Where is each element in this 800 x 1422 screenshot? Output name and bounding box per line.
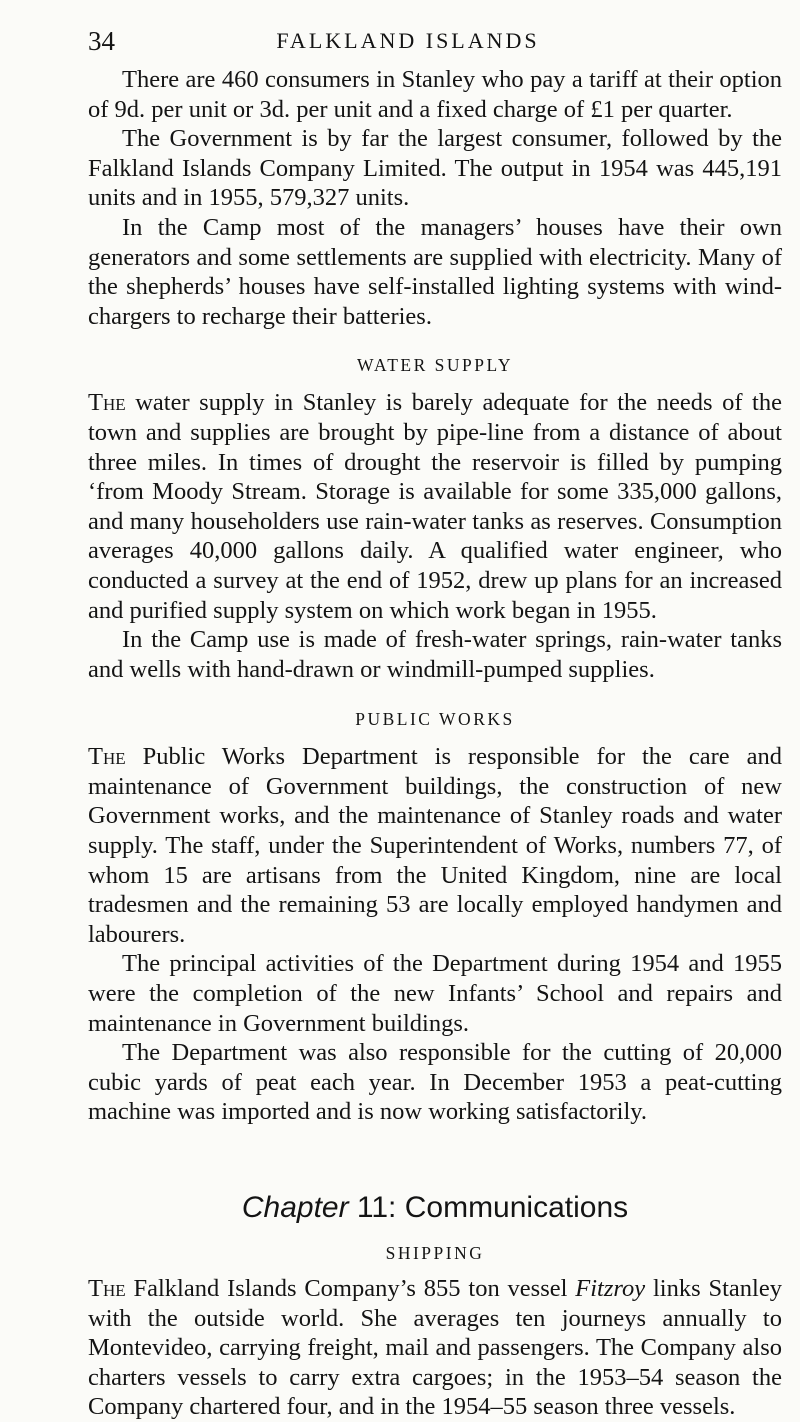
- electricity-paragraph-1: There are 460 consumers in Stanley who pay a tariff at their option of 9d. per unit or 3d. per unit and a fixed charge of £1 per quarter.: [88, 66, 782, 123]
- running-title: FALKLAND ISLANDS: [276, 28, 540, 53]
- public-works-paragraph-2: The principal activities of the Department during 1954 and 1955 were the completion of the new Infants’ School and repairs and maintenance in Government buildings.: [88, 950, 782, 1037]
- lead-word: The: [88, 389, 126, 417]
- shipping-heading: SHIPPING: [385, 1243, 485, 1263]
- lead-word: The: [88, 743, 126, 771]
- page-number: 34: [88, 26, 115, 56]
- water-supply-paragraph-1: [88, 388, 782, 625]
- running-head: [88, 26, 728, 56]
- paragraph-text: Public Works Department is responsible for the care and maintenance of Government buildings, the construction of new Government works, and the maintenance of Stanley roads and water supply. The staff, under the Superintendent of Works, numbers 77, of whom 15 are artisans from the United Kingdom, nine are local tradesmen and the remaining 53 are locally employed handymen and labourers.: [88, 743, 782, 948]
- vessel-name: Fitzroy: [575, 1275, 646, 1302]
- public-works-paragraph-1: [88, 742, 782, 949]
- paragraph-text: Falkland Islands Company’s 855 ton vessel: [125, 1275, 576, 1302]
- chapter-title: 11: Communications: [348, 1191, 629, 1224]
- water-supply-paragraph-2: In the Camp use is made of fresh-water springs, rain-water tanks and wells with hand-drawn or windmill-pumped supplies.: [88, 626, 782, 683]
- public-works-paragraph-3: The Department was also responsible for the cutting of 20,000 cubic yards of peat each year. In December 1953 a peat-cutting machine was imported and is now working satisfactorily.: [88, 1039, 782, 1126]
- page-body: [88, 65, 782, 1422]
- paragraph-text: links Stanley with the outside world. She averages ten journeys annually to Montevideo, carrying freight, mail and passengers. The Company also charters vessels to carry extra cargoes; in the 1953–54 season the Company chartered four, and in the 1954–55 season three vessels.: [88, 1275, 782, 1421]
- chapter-heading: [88, 1191, 782, 1225]
- shipping-paragraph-1: [88, 1274, 782, 1422]
- water-supply-heading: WATER SUPPLY: [356, 355, 514, 376]
- chapter-word: Chapter: [241, 1191, 349, 1224]
- public-works-heading: PUBLIC WORKS: [355, 709, 515, 730]
- paragraph-text: water supply in Stanley is barely adequate for the needs of the town and supplies are brought by pipe-line from a distance of about three miles. In times of drought the reservoir is filled by pumping ‘from Moody Stream. Storage is available for some 335,000 gallons, and many householders use rain-water tanks as reserves. Consumption averages 40,000 gallons daily. A qualified water engineer, who conducted a survey at the end of 1952, drew up plans for an increased and purified supply system on which work began in 1955.: [88, 389, 782, 624]
- electricity-paragraph-3: In the Camp most of the managers’ houses have their own generators and some settlements are supplied with electricity. Many of the shepherds’ houses have self-installed lighting systems with wind-chargers to recharge their batteries.: [88, 213, 782, 330]
- lead-word: The: [88, 1275, 126, 1302]
- electricity-paragraph-2: The Government is by far the largest consumer, followed by the Falkland Islands Company Limited. The output in 1954 was 445,191 units and in 1955, 579,327 units.: [88, 125, 782, 212]
